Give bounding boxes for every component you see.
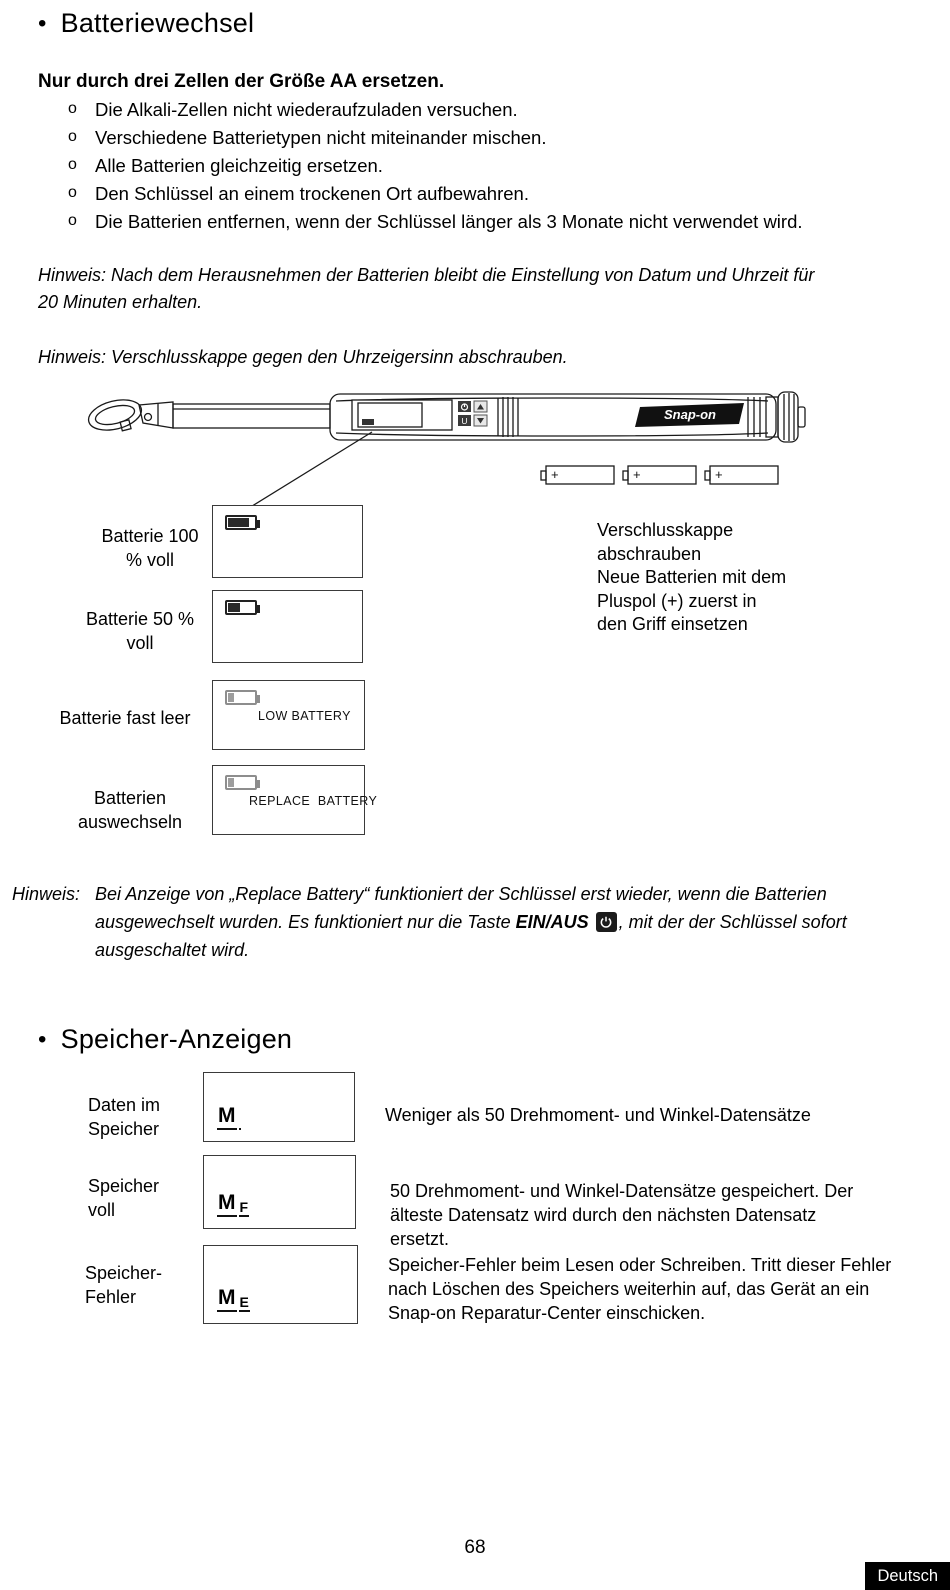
sub-bullet-icon: o <box>68 156 77 173</box>
wrench-buttons-icon <box>458 401 487 426</box>
low-battery-box <box>212 680 365 750</box>
sub-bullet-icon: o <box>68 128 77 145</box>
list-item-text: Den Schlüssel an einem trockenen Ort aufbewahren. <box>95 183 529 204</box>
memory-display-box <box>203 1072 355 1142</box>
shaft-icon <box>173 404 330 428</box>
intro-text: Nur durch drei Zellen der Größe AA ersetzen. <box>38 71 445 92</box>
replace-battery-text: REPLACE BATTERY <box>249 794 378 808</box>
hinge-icon <box>139 402 173 428</box>
cap-instruction-line: Verschlusskappe abschrauben <box>597 520 734 564</box>
sub-bullet-icon: o <box>68 184 77 201</box>
svg-text:+: + <box>551 467 559 482</box>
section-title-text: Batteriewechsel <box>60 8 255 38</box>
list-item <box>68 99 518 121</box>
memory-symbol: M E <box>218 1286 249 1310</box>
memory-display-box <box>203 1245 358 1324</box>
memory-desc: 50 Drehmoment- und Winkel-Datensätze gespeichert. Der älteste Datensatz wird durch den nächsten Datensatz ersetzt. <box>390 1181 854 1249</box>
memory-label: Daten im Speicher <box>88 1095 161 1139</box>
language-badge: Deutsch <box>865 1562 950 1590</box>
battery-half-label: Batterie 50 % voll <box>85 609 195 653</box>
sub-bullet-icon: o <box>68 212 77 229</box>
wrench-display-icon <box>352 400 452 430</box>
svg-text:+: + <box>633 467 641 482</box>
note-bold-einaus: EIN/AUS <box>515 912 589 932</box>
note-battery-memory: Hinweis: Nach dem Herausnehmen der Batterien bleibt die Einstellung von Datum und Uhrzeit für 20 Minuten erhalten. <box>38 265 815 312</box>
low-battery-label: Batterie fast leer <box>59 708 191 728</box>
section-title-batteriewechsel <box>38 8 254 39</box>
list-item <box>68 127 546 149</box>
memory-desc: Weniger als 50 Drehmoment- und Winkel-Datensätze <box>385 1105 811 1125</box>
replace-battery-box <box>212 765 378 835</box>
note-text-after: , mit der der Schlüssel sofort ausgeschaltet wird. <box>95 912 847 960</box>
page-number: 68 <box>464 1537 486 1558</box>
svg-text:Snap-on: Snap-on <box>664 407 716 422</box>
bullet-icon: • <box>38 1026 47 1053</box>
section-title-text: Speicher-Anzeigen <box>60 1024 293 1054</box>
end-cap-icon <box>766 392 805 442</box>
sub-bullet-icon: o <box>68 100 77 117</box>
low-battery-icon <box>225 690 257 705</box>
replace-note <box>12 880 927 964</box>
battery-full-label: Batterie 100 % voll <box>101 526 199 570</box>
replace-battery-icon <box>225 775 257 790</box>
battery-full-icon <box>225 515 257 530</box>
battery-cells-icon <box>541 466 778 484</box>
memory-desc: Speicher-Fehler beim Lesen oder Schreiben. Tritt dieser Fehler nach Löschen des Speichers weiterhin auf, das Gerät an ein Snap-on Reparatur-Center einschicken. <box>388 1255 892 1323</box>
battery-half-box <box>212 590 363 663</box>
wrench-figure <box>0 388 950 510</box>
grip-ridges-icon <box>498 397 518 437</box>
low-battery-text: LOW BATTERY <box>258 709 351 723</box>
end-ridges-icon <box>748 397 760 437</box>
bullet-icon: • <box>38 10 47 37</box>
note-cap-direction: Hinweis: Verschlusskappe gegen den Uhrzeigersinn abschrauben. <box>38 347 568 367</box>
note-body <box>95 880 927 964</box>
svg-text:+: + <box>715 467 723 482</box>
list-item-text: Die Alkali-Zellen nicht wiederaufzuladen versuchen. <box>95 99 518 120</box>
list-item <box>68 211 803 233</box>
section-title-speicher <box>38 1024 292 1055</box>
cap-instruction-line: Neue Batterien mit dem Pluspol (+) zuerst in den Griff einsetzen <box>597 567 787 634</box>
memory-display-box <box>203 1155 356 1229</box>
svg-text:U: U <box>461 416 468 426</box>
list-item-text: Die Batterien entfernen, wenn der Schlüssel länger als 3 Monate nicht verwendet wird. <box>95 211 803 232</box>
memory-label: Speicher-Fehler <box>85 1263 163 1307</box>
callout-line <box>249 432 372 508</box>
cap-instructions <box>597 519 789 637</box>
note-label: Hinweis: <box>12 884 81 904</box>
memory-label: Speicher voll <box>88 1176 160 1220</box>
snapon-logo <box>635 403 744 427</box>
battery-half-icon <box>225 600 257 615</box>
list-item-text: Alle Batterien gleichzeitig ersetzen. <box>95 155 383 176</box>
list-item-text: Verschiedene Batterietypen nicht miteinander mischen. <box>95 127 547 148</box>
note-text-before: Bei Anzeige von „Replace Battery“ funktioniert der Schlüssel erst wieder, wenn die Batterien ausgewechselt wurden. Es funktioniert nur die Taste <box>95 884 827 932</box>
list-item <box>68 183 529 205</box>
replace-battery-label: Batterien auswechseln <box>77 788 183 832</box>
battery-full-box <box>212 505 363 578</box>
memory-symbol: M F <box>218 1191 249 1215</box>
list-item <box>68 155 383 177</box>
memory-symbol: M <box>217 1104 241 1128</box>
power-icon <box>596 912 617 932</box>
